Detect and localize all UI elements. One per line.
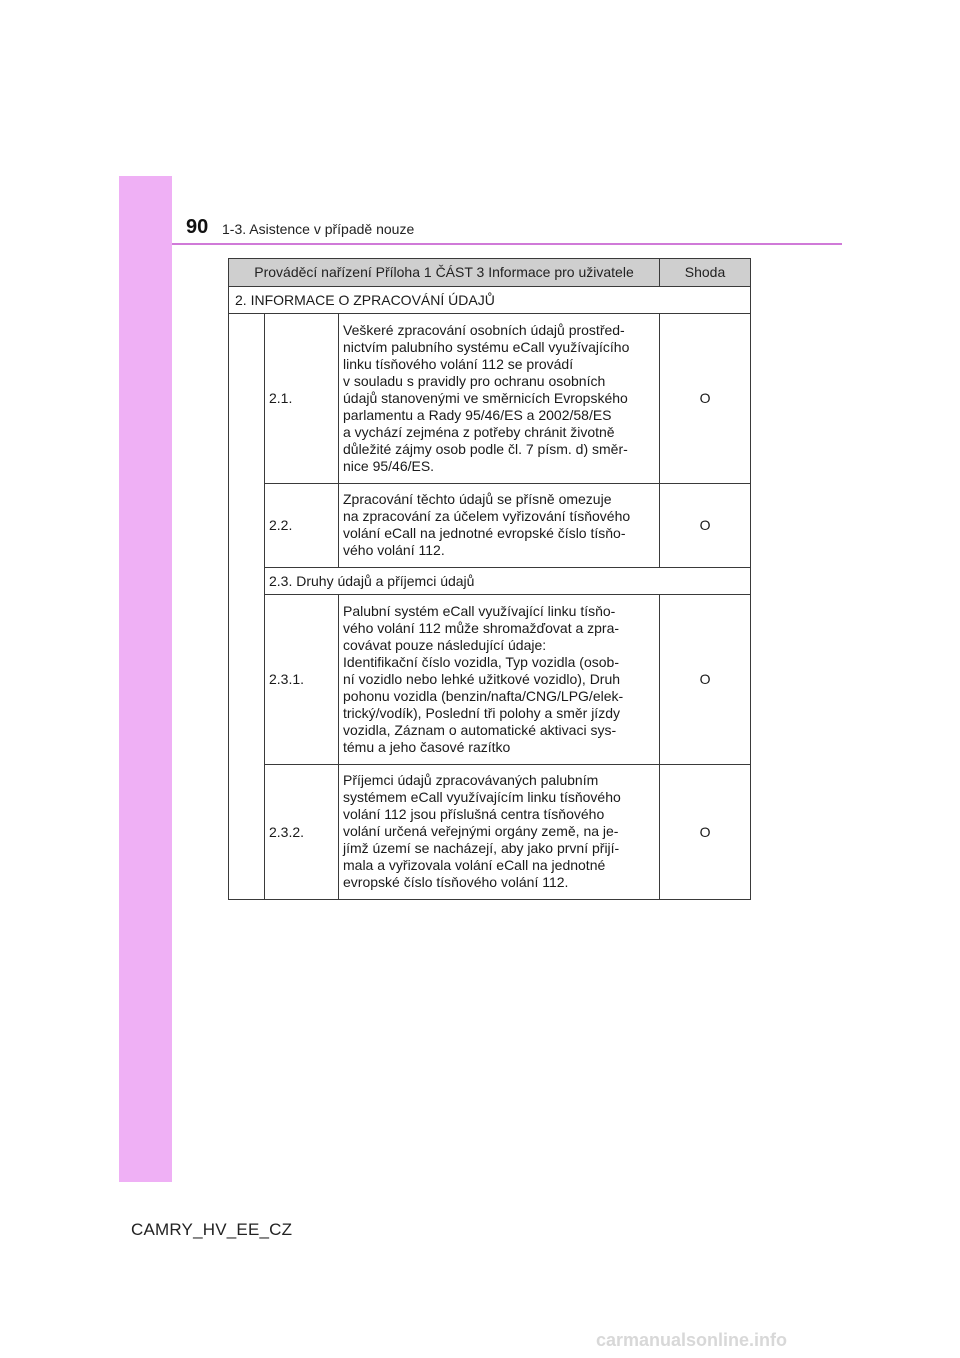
section-title-cell: 2. INFORMACE O ZPRACOVÁNÍ ÚDAJŮ [229,287,751,314]
row-text [339,595,660,765]
row-shoda: O [660,765,751,900]
watermark: carmanualsonline.info [596,1330,788,1350]
subsection-row [229,568,751,595]
table-row [229,484,751,568]
row-text-content: Veškeré zpracování osobních údajů prostřed- nictvím palubního systému eCall využívajícího linku tísňového volání 112 se provádí v souladu s pravidly pro ochranu osobních údajů stanovenými ve směrnicích Evropského parlamentu a Rady 95/46/ES a 2002/58/ES a vychází zejména z potřeby chránit životně důležité zájmy osob podle čl. 7 písm. d) směr- nice 95/46/ES. [343,321,630,474]
compliance-table [228,258,750,900]
row-text-content: Palubní systém eCall využívající linku tísňo- vého volání 112 může shromažďovat a zpra- covávat pouze následující údaje: Identifikační číslo vozidla, Typ vozidla (osob- ní vozidlo nebo lehké užitkové vozidlo), Druh pohonu vozidla (benzin/nafta/CNG/LPG/elek- trický/vodík), Poslední tři polohy a směr jízdy vozidla, Záznam o automatické aktivaci sys- tému a jeho časové razítko [343,602,624,755]
header-divider [172,243,842,245]
table-row [229,765,751,900]
row-number: 2.3.1. [265,595,339,765]
row-text-content: Příjemci údajů zpracovávaných palubním systémem eCall využívajícím linku tísňového volání 112 jsou příslušná centra tísňového volání určená veřejnými orgány země, na je- jímž území se nacházejí, aby jako první přijí- mala a vyřizovala volání eCall na jednotné evropské číslo tísňového volání 112. [343,772,621,890]
row-number: 2.1. [265,314,339,484]
section-title: 1-3. Asistence v případě nouze [222,221,415,237]
page-number: 90 [186,216,209,238]
column-header-shoda: Shoda [660,259,751,287]
subsection-title: Druhy údajů a příjemci údajů [296,572,475,589]
table-row [229,314,751,484]
row-shoda: O [660,595,751,765]
row-text [339,314,660,484]
side-tab-bar [119,176,172,1182]
subsection-title-cell [265,568,751,595]
subsection-number: 2.3. [269,572,293,589]
indent-cell [229,314,265,900]
table-header-row [229,259,751,287]
row-text [339,484,660,568]
row-shoda: O [660,484,751,568]
row-number: 2.3.2. [265,765,339,900]
section-row [229,287,751,314]
column-header-regulation: Prováděcí nařízení Příloha 1 ČÁST 3 Informace pro uživatele [229,259,660,287]
row-text-content: Zpracování těchto údajů se přísně omezuje na zpracování za účelem vyřizování tísňového volání eCall na jednotné evropské číslo tísňo- vého volání 112. [343,491,631,558]
row-shoda: O [660,314,751,484]
row-text [339,765,660,900]
table-row [229,595,751,765]
document-code: CAMRY_HV_EE_CZ [131,1220,293,1239]
row-number: 2.2. [265,484,339,568]
